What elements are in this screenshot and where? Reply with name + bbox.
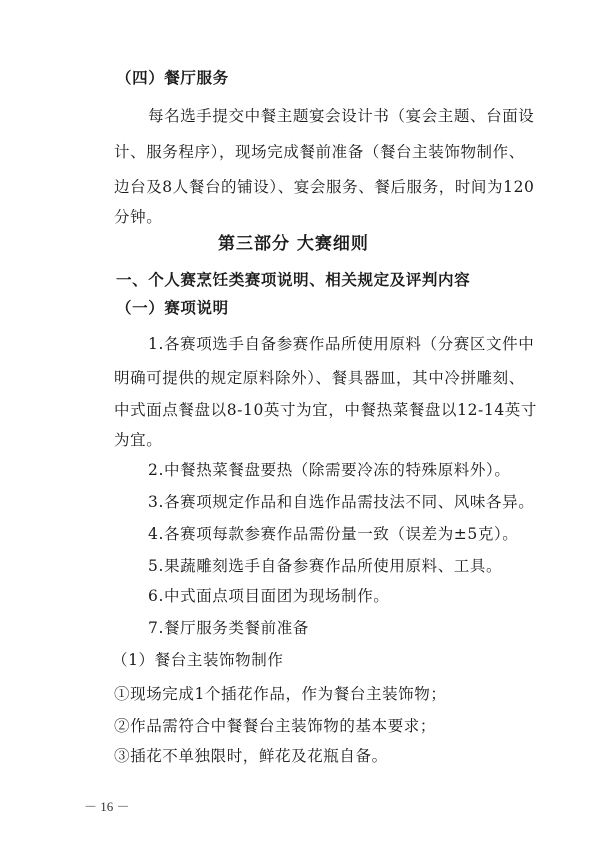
page-number: － 16 －: [84, 799, 130, 814]
paragraph-line: 每名选手提交中餐主题宴会设计书（宴会主题、台面设: [148, 107, 535, 125]
list-item-line: 为宜。: [114, 431, 163, 449]
paragraph-line: 计、服务程序），现场完成餐前准备（餐台主装饰物制作、: [114, 143, 525, 161]
circled-list-item: ②作品需符合中餐餐台主装饰物的基本要求；: [114, 717, 437, 735]
heading-dining-service: （四）餐厅服务: [116, 69, 229, 87]
list-item: 7.餐厅服务类餐前准备: [148, 619, 309, 637]
list-item-line: 中式面点餐盘以8-10英寸为宜，中餐热菜餐盘以12-14英寸: [114, 401, 538, 419]
list-item-line: 明确可提供的规定原料除外）、餐具器皿，其中冷拼雕刻、: [114, 369, 525, 387]
list-item: 3.各赛项规定作品和自选作品需技法不同、风味各异。: [148, 493, 535, 511]
circled-list-item: ①现场完成1个插花作品，作为餐台主装饰物；: [114, 685, 447, 703]
circled-list-item: ③插花不单独限时，鲜花及花瓶自备。: [114, 747, 388, 765]
part-title: 第三部分 大赛细则: [218, 234, 369, 254]
list-item: 4.各赛项每款参赛作品需份量一致（误差为±5克）。: [148, 525, 519, 543]
list-item: 2.中餐热菜餐盘要热（除需要冷冻的特殊原料外）。: [148, 461, 511, 479]
list-item: 5.果蔬雕刻选手自备参赛作品所使用原料、工具。: [148, 557, 503, 575]
subsection-heading: （一）赛项说明: [116, 299, 229, 317]
list-item-line: 1.各赛项选手自备参赛作品所使用原料（分赛区文件中: [148, 335, 535, 353]
paragraph-line: 分钟。: [114, 208, 163, 226]
sub-list-item: （1）餐台主装饰物制作: [112, 651, 284, 669]
list-item: 6.中式面点项目面团为现场制作。: [148, 587, 390, 605]
paragraph-line: 边台及8人餐台的铺设）、宴会服务、餐后服务，时间为120: [114, 178, 535, 196]
section-heading: 一、个人赛烹饪类赛项说明、相关规定及评判内容: [116, 271, 471, 289]
